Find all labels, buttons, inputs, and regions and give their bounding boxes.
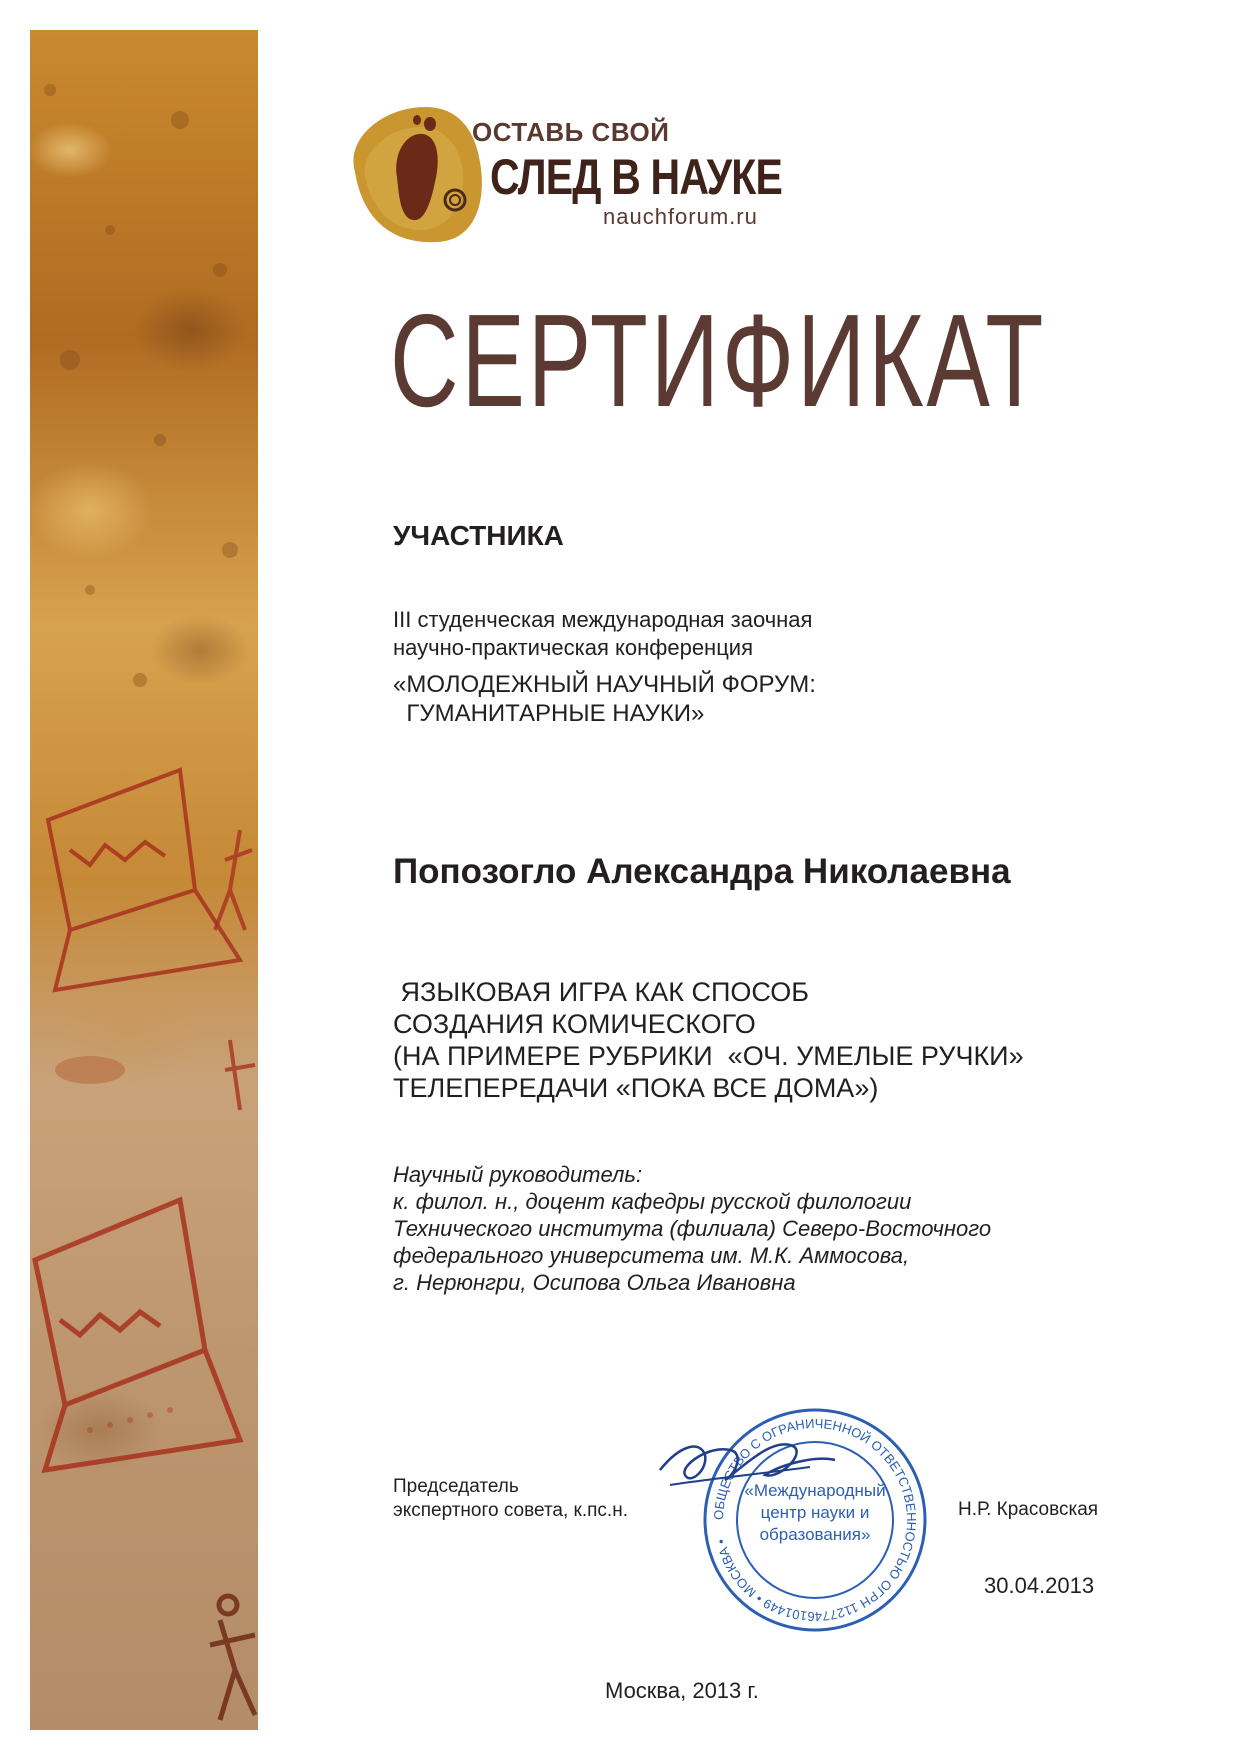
signature	[650, 1425, 840, 1505]
report-topic: ЯЗЫКОВАЯ ИГРА КАК СПОСОБ СОЗДАНИЯ КОМИЧЕСКОГО (НА ПРИМЕРЕ РУБРИКИ «ОЧ. УМЕЛЫЕ РУЧКИ» ТЕЛЕПЕРЕДАЧИ «ПОКА ВСЕ ДОМА»)	[393, 977, 1024, 1103]
chair-name: Н.Р. Красовская	[958, 1499, 1099, 1520]
logo-tagline: ОСТАВЬ СВОЙ	[472, 117, 670, 147]
issue-date: 30.04.2013	[984, 1573, 1095, 1598]
logo-url: nauchforum.ru	[603, 204, 758, 229]
conference-line-1: III студенческая международная заочная	[393, 607, 813, 632]
stamp-ring-text: ОБЩЕСТВО С ОГРАНИЧЕННОЙ ОТВЕТСТВЕННОСТЬЮ ОГРН 1127746101449 • МОСКВА •	[710, 1415, 920, 1625]
conference-line-2: научно-практическая конференция	[393, 635, 754, 660]
scientific-advisor: Научный руководитель: к. филол. н., доцент кафедры русской филологии Технического института (филиала) Северо-Восточного федерального университета им. М.К. Аммосова, г. Нерюнгри, Осипова Ольга Ивановна	[393, 1162, 992, 1295]
participant-label: УЧАСТНИКА	[393, 520, 564, 551]
participant-name: Попозогло Александра Николаевна	[393, 852, 1011, 891]
conference-name: «МОЛОДЕЖНЫЙ НАУЧНЫЙ ФОРУМ: ГУМАНИТАРНЫЕ НАУКИ»	[393, 671, 816, 727]
city-year: Москва, 2013 г.	[605, 1678, 759, 1703]
decorative-side-strip	[30, 30, 258, 1730]
stamp-center-text: «Международный центр науки и образования»	[744, 1481, 886, 1544]
cave-painting-illustration	[30, 30, 258, 1730]
chair-title: Председатель экспертного совета, к.пс.н.	[393, 1476, 628, 1521]
certificate-title: СЕРТИФИКАТ	[390, 287, 1047, 434]
logo-main-text: СЛЕД В НАУКЕ	[490, 149, 782, 205]
